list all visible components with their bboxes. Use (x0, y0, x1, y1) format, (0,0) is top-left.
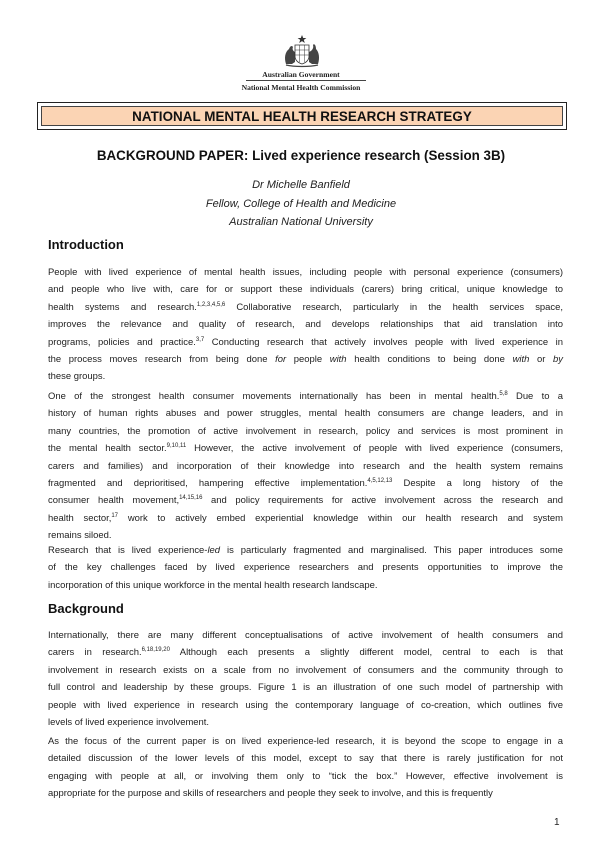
title-banner (37, 102, 567, 130)
government-crest (0, 34, 602, 68)
author-institution: Australian National University (229, 216, 373, 228)
paragraph-line: fragmented and deprioritised, hampering effective implementation.$^{4,5,12,13}$ Despite a long history of the (48, 478, 564, 490)
author-block (0, 176, 602, 232)
background-paragraph-2 (48, 733, 563, 803)
intro-paragraph-1 (48, 264, 563, 386)
paragraph-line: appropriate for the purpose and skills of researchers and people they seek to involve, and this is frequently (48, 788, 493, 800)
author-name: Dr Michelle Banfield (252, 179, 350, 191)
paragraph-line: full control and leadership by these groups. Figure 1 is an illustration of one such model of partnership with (48, 682, 563, 694)
title-banner-fill (41, 106, 563, 126)
paragraph-line: the process moves research from being done for people with health conditions to being done with or by (48, 354, 563, 366)
intro-paragraph-3 (48, 542, 563, 594)
citation-superscript: 3,7 (195, 336, 205, 343)
government-name: Australian Government (262, 70, 340, 79)
background-paragraph-1 (48, 627, 563, 731)
paragraph-line: People with lived experience of mental health issues, including people with personal experience (consumers) (48, 267, 563, 278)
section-heading-introduction: Introduction (48, 237, 124, 252)
citation-superscript: 4,5,12,13 (367, 478, 393, 485)
paragraph-line: people with lived experience in research using the contemporary language of co-creation, which outlines five (48, 699, 563, 711)
citation-superscript: 14,15,16 (179, 495, 203, 502)
document-title: NATIONAL MENTAL HEALTH RESEARCH STRATEGY (132, 108, 472, 124)
paper-subtitle: BACKGROUND PAPER: Lived experience research (Session 3B) (96, 148, 506, 163)
commission-name: National Mental Health Commission (241, 83, 361, 92)
citation-superscript: 5,8 (499, 391, 508, 397)
page-number: 1 (554, 817, 560, 828)
coat-of-arms-icon (280, 34, 324, 68)
paragraph-line: incorporation of this unique workforce in the mental health research landscape. (48, 579, 378, 591)
paragraph-line: improves the relevance and quality of research, and develops relationships that aid translation into (48, 319, 563, 331)
paragraph-line: health sector,$^{17}$ work to actively embed experiential knowledge within our health research and system (48, 512, 564, 524)
citation-superscript: 1,2,3,4,5,6 (196, 301, 226, 308)
citation-superscript: 17 (111, 512, 119, 519)
paragraph-line: and people who live with, care for or support these individuals (carers) bring critical, unique knowledge to (48, 284, 563, 296)
paragraph-line: the mental health sector.$^{9,10,11}$ However, the active involvement of people with lived experience (consumers, (48, 443, 564, 455)
paragraph-line: consumer health movement,$^{14,15,16}$ and policy requirements for active involvement across the research and (48, 495, 564, 507)
paragraph-line: levels of lived experience involvement. (48, 717, 210, 729)
intro-paragraph-2 (48, 388, 563, 545)
header-divider (246, 80, 366, 81)
paragraph-line: Internationally, there are many different conceptualisations of active involvement of health consumers and (48, 630, 563, 641)
paragraph-line: history of human rights abuses and power struggles, mental health consumers are change leaders, and in (48, 408, 563, 420)
paragraph-line: Research that is lived experience-led is particularly fragmented and marginalised. This paper introduces some (48, 545, 563, 556)
paragraph-line: health systems and research.$^{1,2,3,4,5,6}$ Collaborative research, particularly in the health services space, (48, 301, 563, 313)
paragraph-line: these groups. (48, 371, 106, 383)
citation-superscript: 9,10,11 (166, 443, 187, 450)
citation-superscript: 6,18,19,20 (141, 647, 170, 654)
paragraph-line: carers and families) and incorporation of their knowledge into research and the health system remains (48, 460, 563, 472)
paragraph-line: many countries, the promotion of active involvement in research, policy and services is most prominent in (48, 425, 563, 437)
section-heading-background: Background (48, 601, 124, 616)
paragraph-line: carers in research.$^{6,18,19,20}$ Although each presents a slightly different model, central to each is that (48, 647, 563, 659)
paragraph-line: engaging with people at all, or involving them only to “tick the box.” However, effective involvement is (48, 770, 563, 782)
paragraph-line: One of the strongest health consumer movements internationally has been in mental health.$^{5,8}$ Due to a (48, 391, 563, 402)
paragraph-line: detailed discussion of the lower levels of this model, except to say that there is rarely justification for not (48, 753, 563, 765)
paragraph-line: of the key challenges faced by lived experience researchers and presents opportunities to improve the (48, 562, 563, 574)
paragraph-line: remains siloed. (48, 530, 112, 542)
paragraph-line: involvement in research exists on a scale from no involvement of consumers and the community through to (48, 664, 563, 676)
author-role: Fellow, College of Health and Medicine (205, 197, 397, 210)
paragraph-line: programs, policies and practice.$^{3,7}$ Conducting research that actively involves people with lived experience in (48, 336, 563, 348)
paragraph-line: As the focus of the current paper is on lived experience-led research, it is beyond the scope to engage in a (48, 736, 563, 747)
